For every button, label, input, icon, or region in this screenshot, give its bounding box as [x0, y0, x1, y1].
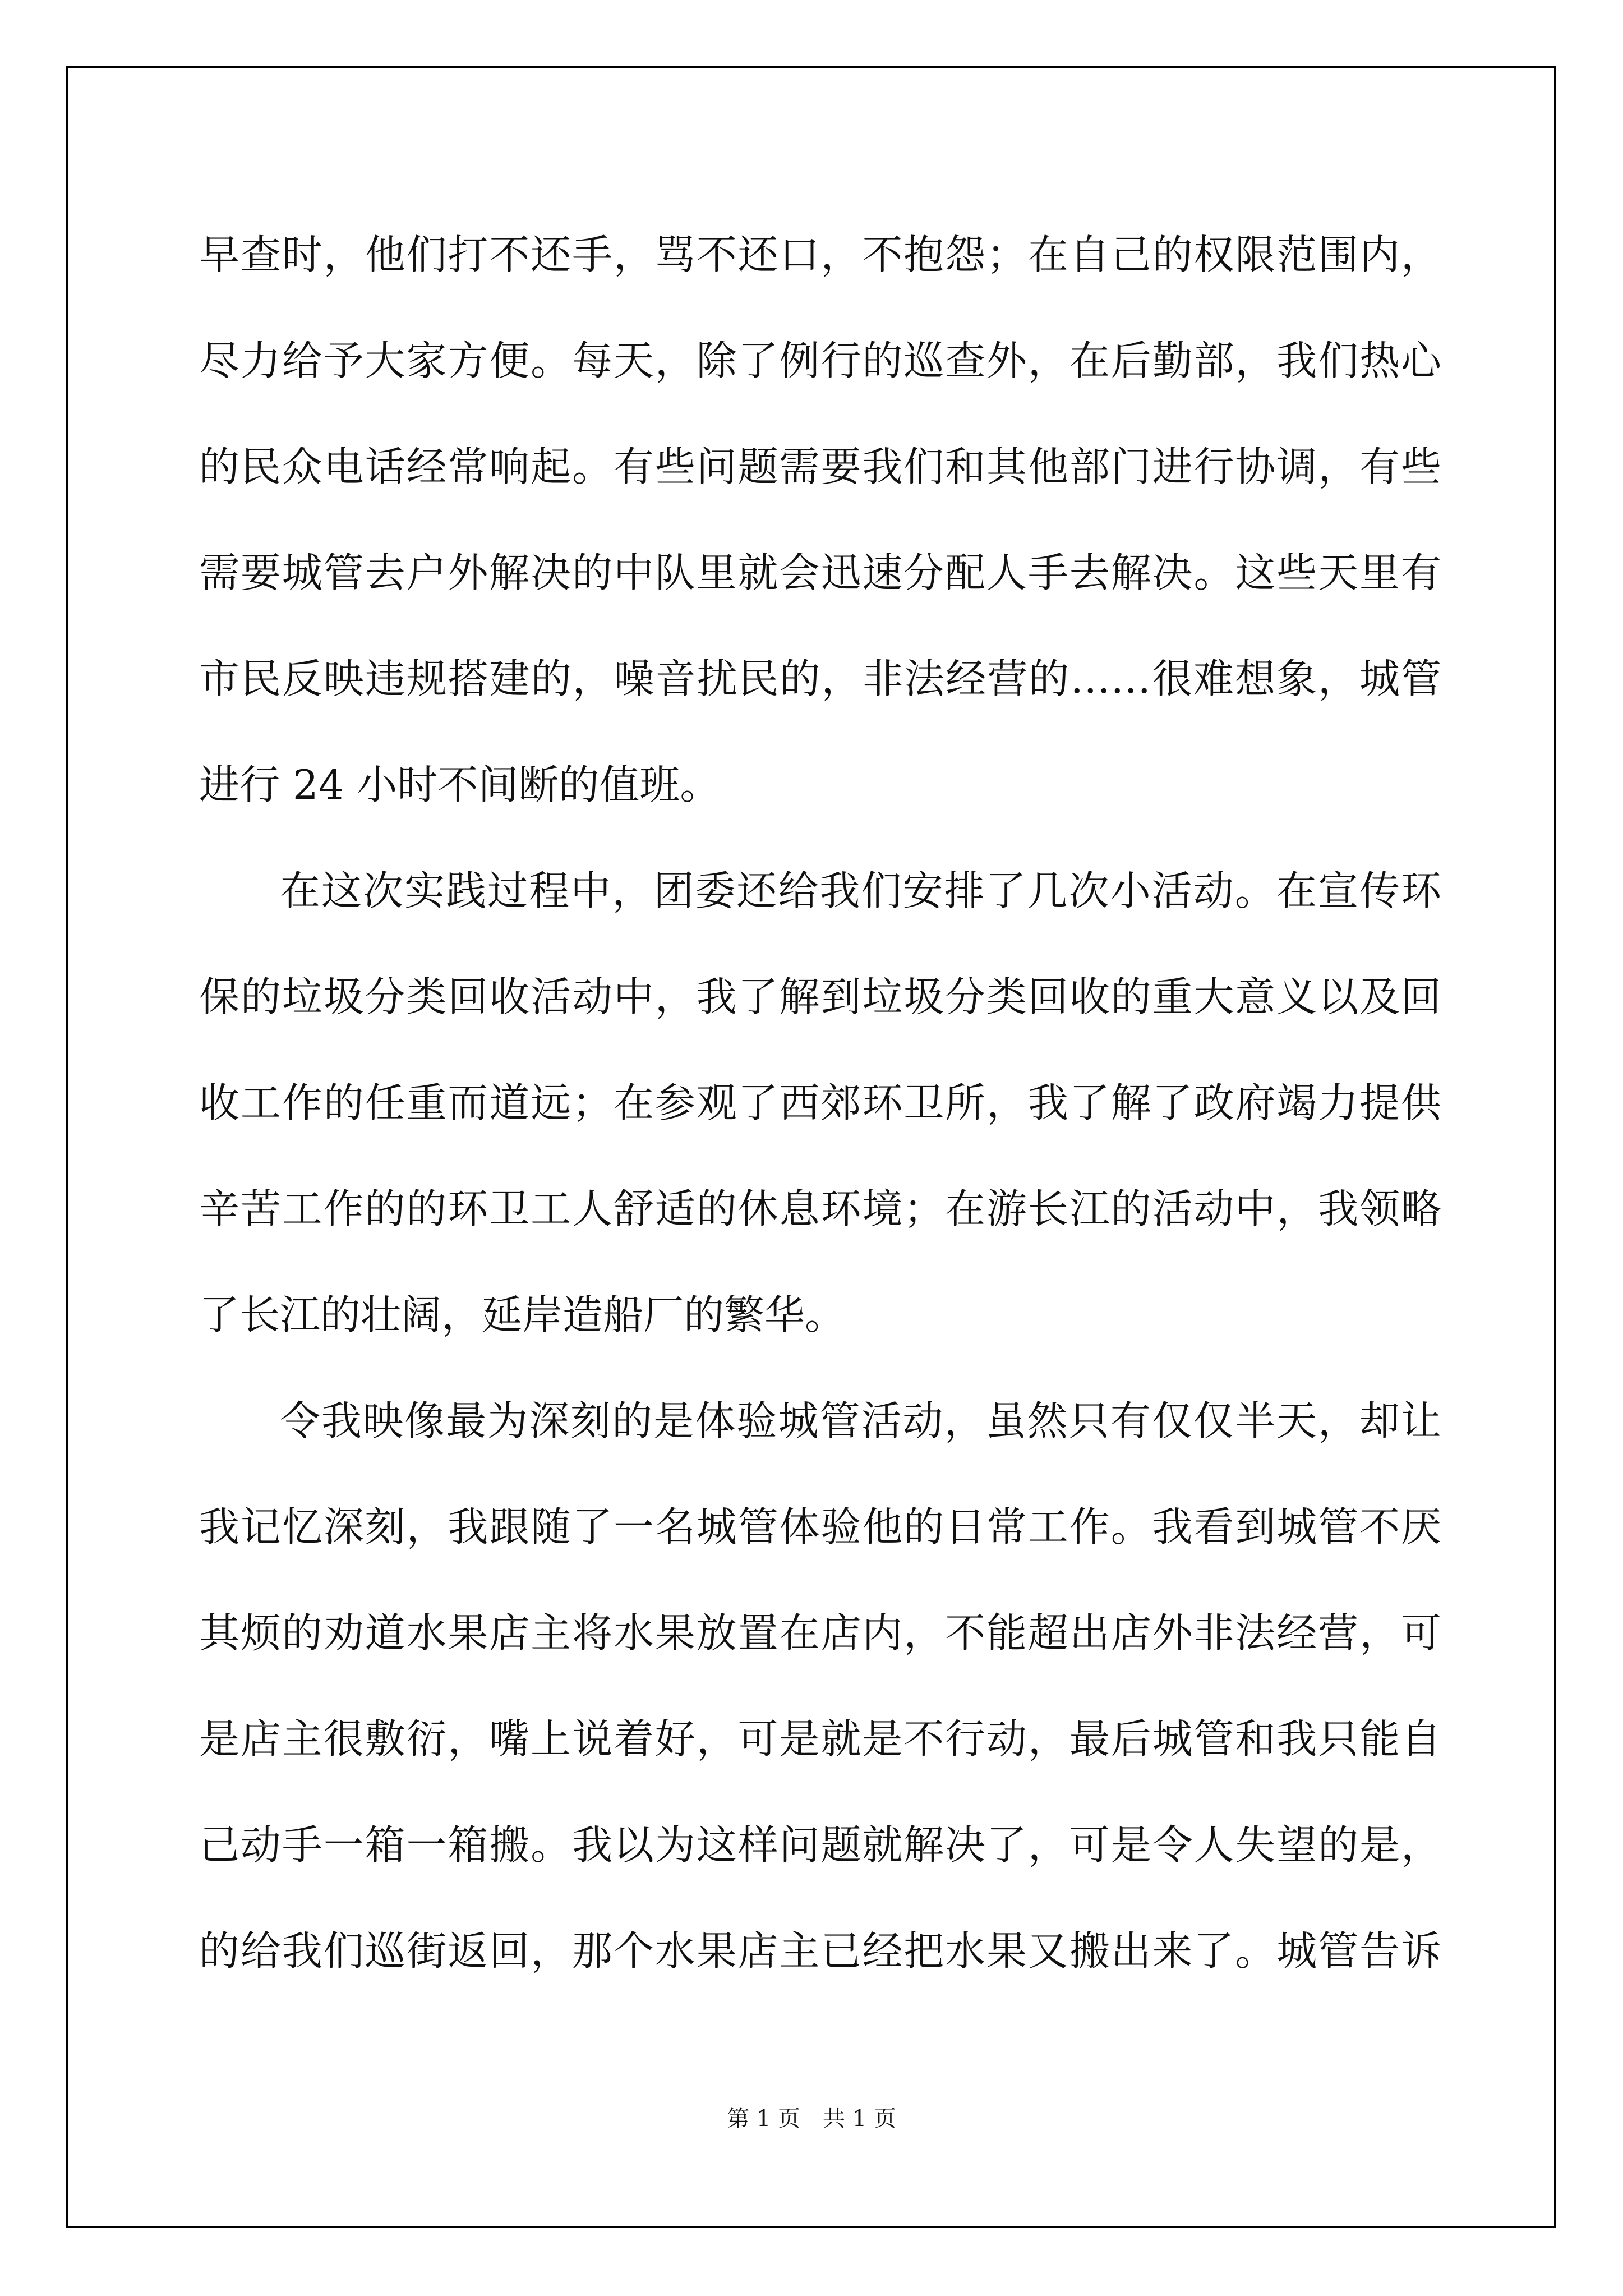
paragraph-start-line: 在这次实践过程中，团委还给我们安排了几次小活动。在宣传环	[280, 867, 1441, 914]
text-line: 早查时，他们打不还手，骂不还口，不抱怨；在自己的权限范围内，	[199, 231, 1441, 278]
text-line: 辛苦工作的的环卫工人舒适的休息环境；在游长江的活动中，我领略	[199, 1185, 1441, 1232]
text-line: 需要城管去户外解决的中队里就会迅速分配人手去解决。这些天里有	[199, 549, 1441, 596]
text-line: 保的垃圾分类回收活动中，我了解到垃圾分类回收的重大意义以及回	[199, 973, 1441, 1020]
text-line: 进行 24 小时不间断的值班。	[199, 761, 721, 808]
text-line: 尽力给予大家方便。每天，除了例行的巡查外，在后勤部，我们热心	[199, 337, 1441, 384]
text-line: 其烦的劝道水果店主将水果放置在店内，不能超出店外非法经营，可	[199, 1609, 1441, 1657]
text-line: 收工作的任重而道远；在参观了西郊环卫所，我了解了政府竭力提供	[199, 1079, 1441, 1126]
text-line: 是店主很敷衍，嘴上说着好，可是就是不行动，最后城管和我只能自	[199, 1715, 1441, 1763]
text-line: 的民众电话经常响起。有些问题需要我们和其他部门进行协调，有些	[199, 443, 1441, 490]
text-line: 我记忆深刻，我跟随了一名城管体验他的日常工作。我看到城管不厌	[199, 1503, 1441, 1550]
text-line: 己动手一箱一箱搬。我以为这样问题就解决了，可是令人失望的是，	[199, 1821, 1441, 1869]
text-line: 的给我们巡街返回，那个水果店主已经把水果又搬出来了。城管告诉	[199, 1927, 1441, 1975]
document-body	[199, 202, 1441, 2004]
text-line: 了长江的壮阔，延岸造船厂的繁华。	[199, 1291, 846, 1338]
paragraph-start-line: 令我映像最为深刻的是体验城管活动，虽然只有仅仅半天，却让	[280, 1397, 1441, 1444]
page-footer: 第 1 页 共 1 页	[727, 2106, 896, 2132]
text-line: 市民反映违规搭建的，噪音扰民的，非法经营的……很难想象，城管	[199, 655, 1441, 702]
